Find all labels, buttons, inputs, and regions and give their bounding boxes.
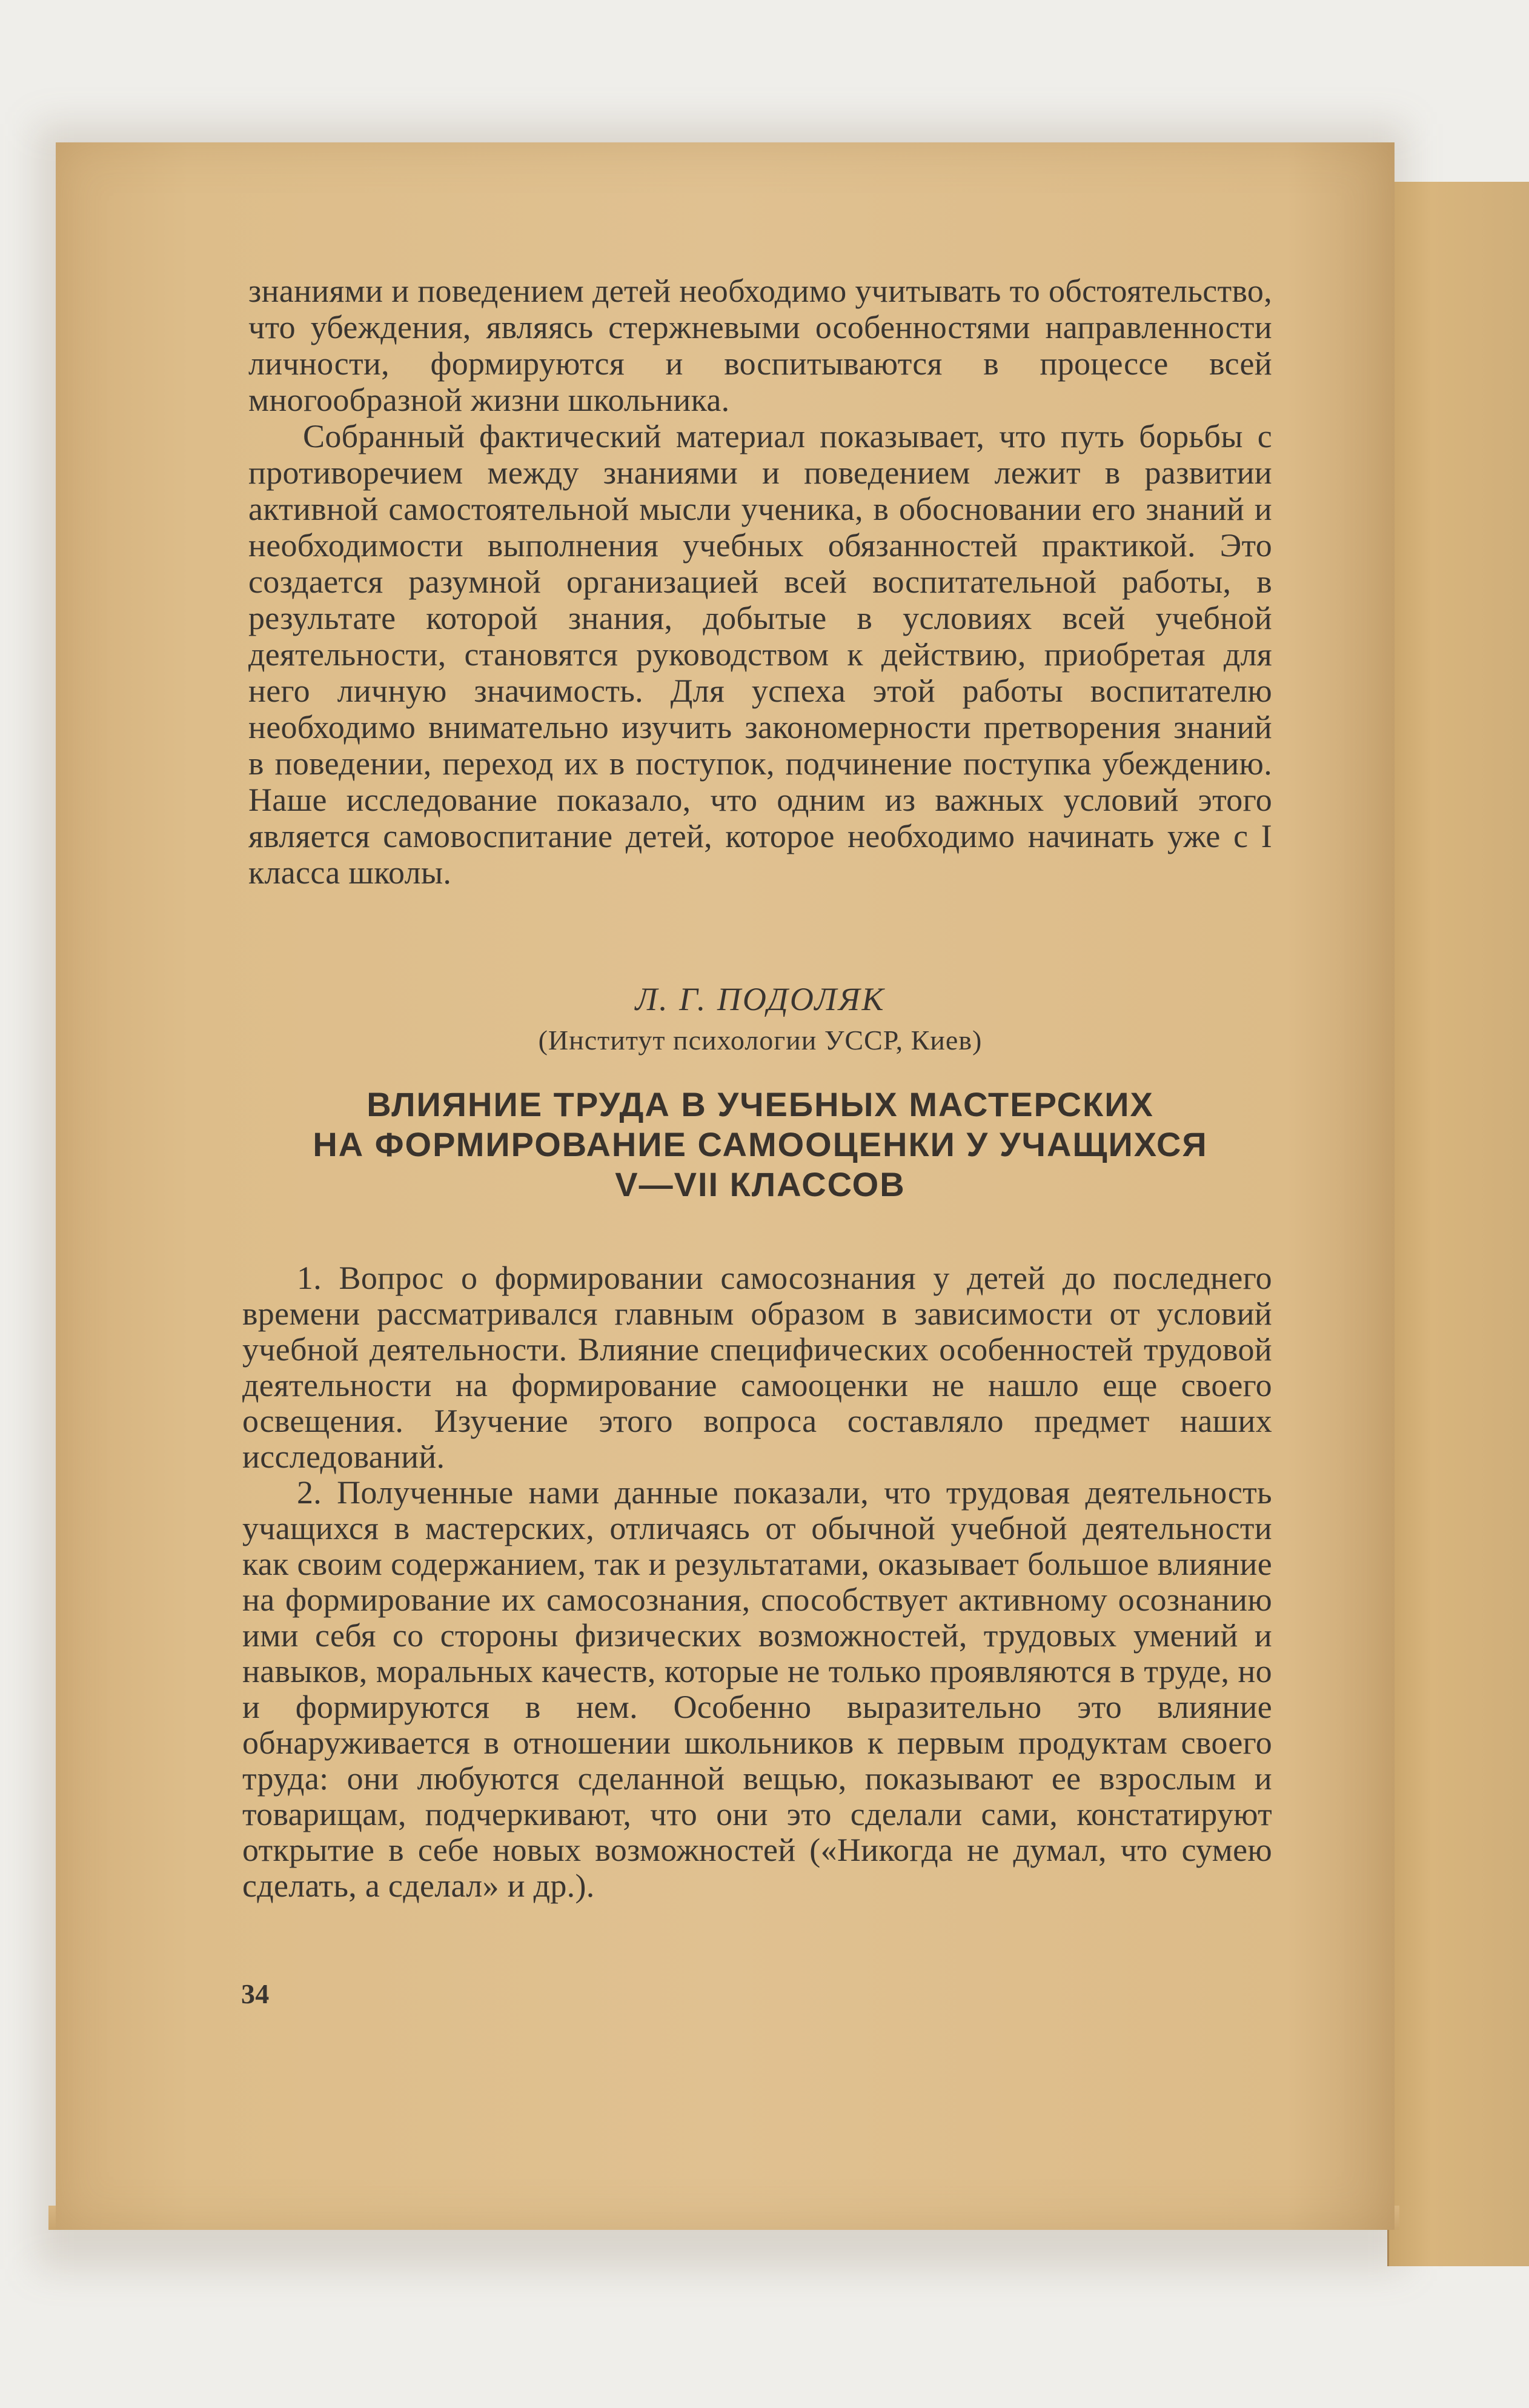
title-line-1: ВЛИЯНИЕ ТРУДА В УЧЕБНЫХ МАСТЕРСКИХ (366, 1085, 1154, 1123)
article-institute: (Институт психологии УССР, Киев) (538, 1025, 983, 1056)
intro-paragraph-2: Собранный фактический материал показывает, что путь борьбы с противоречием между знаниями и поведением лежит в развитии активной самостоятельной мысли ученика, в обосновании его знаний и необходимости выполнения учебных обязанностей практикой. Это создается разумной организацией всей воспитательной работы, в результате которой знания, добытые в условиях всей учебной деятельности, становятся руководством к действию, приобретая для него личную значимость. Для успеха этой работы воспитателю необходимо внимательно изучить закономерности претворения знаний в поведении, переход их в поступок, подчинение поступка убеждению. Наше исследование показало, что одним из важных условий этого является самовоспитание детей, которое необходимо начинать уже с I класса школы. (248, 418, 1272, 891)
article-title (248, 1085, 1272, 1205)
article-paragraph-1: 1. Вопрос о формировании самосознания у детей до последнего времени рассматривался главным образом в зависимости от условий учебной деятельности. Влияние специфических особенностей трудовой деятельности на формирование самооценки не нашло еще своего освещения. Изучение этого вопроса составляло предмет наших исследований. (242, 1260, 1272, 1475)
article-paragraph-2: 2. Полученные нами данные показали, что трудовая деятельность учащихся в мастерских, отличаясь от обычной учебной деятельности как своим содержанием, так и результатами, оказывает большое влияние на формирование их самосознания, способствует активному осознанию ими себя со стороны физических возможностей, трудовых умений и навыков, моральных качеств, которые не только проявляются в труде, но и формируются в нем. Особенно выразительно это влияние обнаруживается в отношении школьников к первым продуктам своего труда: они любуются сделанной вещью, показывают ее взрослым и товарищам, подчеркивают, что они это сделали сами, констатируют открытие в себе новых возможностей («Никогда не думал, что сумею сделать, а сделал» и др.). (242, 1474, 1272, 1904)
article-author: Л. Г. ПОДОЛЯК (635, 981, 886, 1017)
page-number: 34 (241, 1978, 270, 2009)
adjacent-page-edge (1387, 182, 1529, 2266)
intro-paragraph-1: знаниями и поведением детей необходимо учитывать то обстоятельство, что убеждения, являясь стержневыми особенностями направленности личности, формируются и воспитываются в процессе всей многообразной жизни школьника. (248, 273, 1272, 418)
title-line-2: НА ФОРМИРОВАНИЕ САМООЦЕНКИ У УЧАЩИХСЯ (313, 1125, 1208, 1163)
intro-text (248, 273, 1272, 891)
title-line-3: V—VII КЛАССОВ (615, 1165, 906, 1203)
article-body (242, 1260, 1272, 1904)
